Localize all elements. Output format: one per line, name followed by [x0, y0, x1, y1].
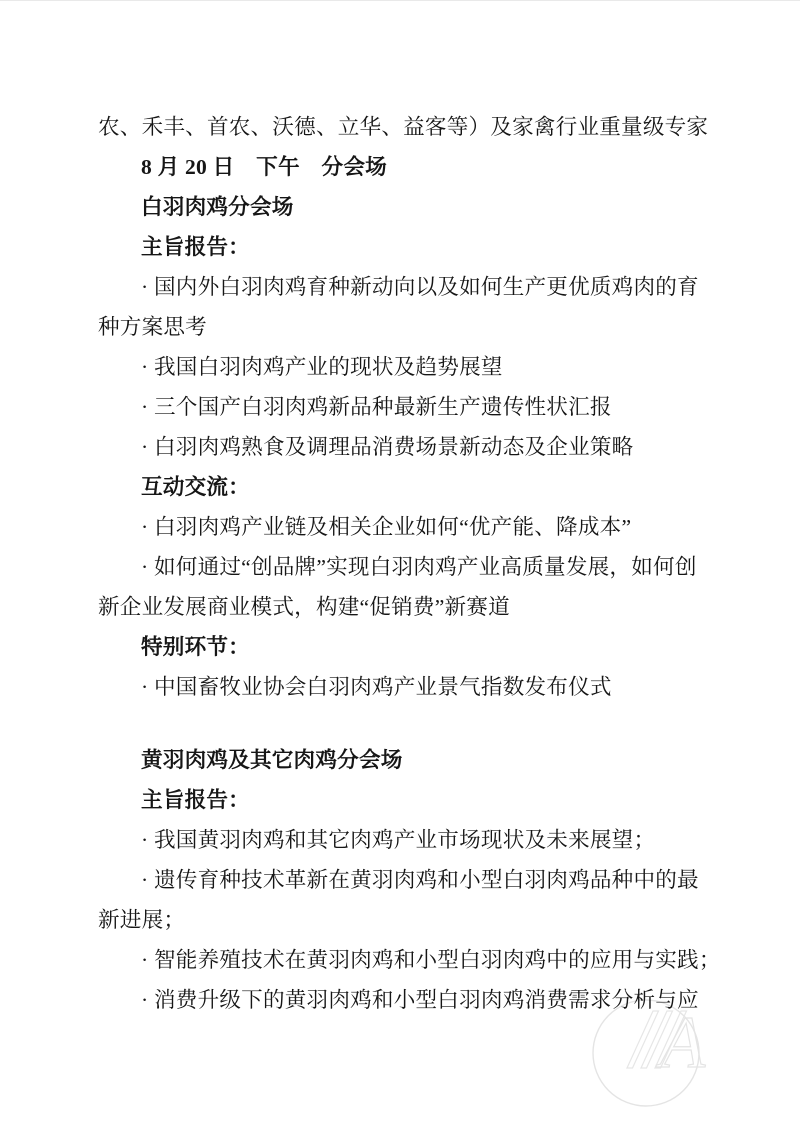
subheading-keynote: 主旨报告： [141, 235, 250, 259]
section-gap [98, 707, 708, 740]
bullet-item: · 白羽肉鸡产业链及相关企业如何“优产能、降成本” [141, 515, 632, 539]
continuation-line: 农、禾丰、首农、沃德、立华、益客等）及家禽行业重量级专家 [98, 115, 709, 139]
date-session-line: 8 月 20 日 下午 分会场 [141, 155, 387, 179]
subheading-keynote: 主旨报告： [141, 788, 250, 812]
continuation-line: 新企业发展商业模式，构建“促销费”新赛道 [98, 595, 510, 619]
continuation-line: 新进展； [98, 908, 186, 932]
document-content [98, 107, 721, 1020]
bullet-item: · 智能养殖技术在黄羽肉鸡和小型白羽肉鸡中的应用与实践； [141, 948, 721, 972]
svg-text:A: A [660, 1002, 706, 1084]
bullet-item: · 我国黄羽肉鸡和其它肉鸡产业市场现状及未来展望； [141, 828, 656, 852]
bullet-item: · 遗传育种技术革新在黄羽肉鸡和小型白羽肉鸡品种中的最 [141, 868, 699, 892]
bullet-item: · 国内外白羽肉鸡育种新动向以及如何生产更优质鸡肉的育 [141, 275, 699, 299]
subheading-interaction: 互动交流： [141, 475, 250, 499]
subheading-special: 特别环节： [141, 635, 250, 659]
bullet-item: · 我国白羽肉鸡产业的现状及趋势展望 [141, 355, 503, 379]
section-heading-yellow-feather: 黄羽肉鸡及其它肉鸡分会场 [141, 747, 403, 772]
bullet-item: · 如何通过“创品牌”实现白羽肉鸡产业高质量发展，如何创 [141, 555, 697, 579]
bullet-item: · 消费升级下的黄羽肉鸡和小型白羽肉鸡消费需求分析与应 [141, 988, 699, 1012]
section-heading-white-feather: 白羽肉鸡分会场 [141, 194, 294, 219]
bullet-item: · 三个国产白羽肉鸡新品种最新生产遗传性状汇报 [141, 395, 612, 419]
continuation-line: 种方案思考 [98, 315, 207, 339]
bullet-item: · 中国畜牧业协会白羽肉鸡产业景气指数发布仪式 [141, 675, 612, 699]
bullet-item: · 白羽肉鸡熟食及调理品消费场景新动态及企业策略 [141, 435, 634, 459]
page-top-edge [0, 0, 800, 1]
